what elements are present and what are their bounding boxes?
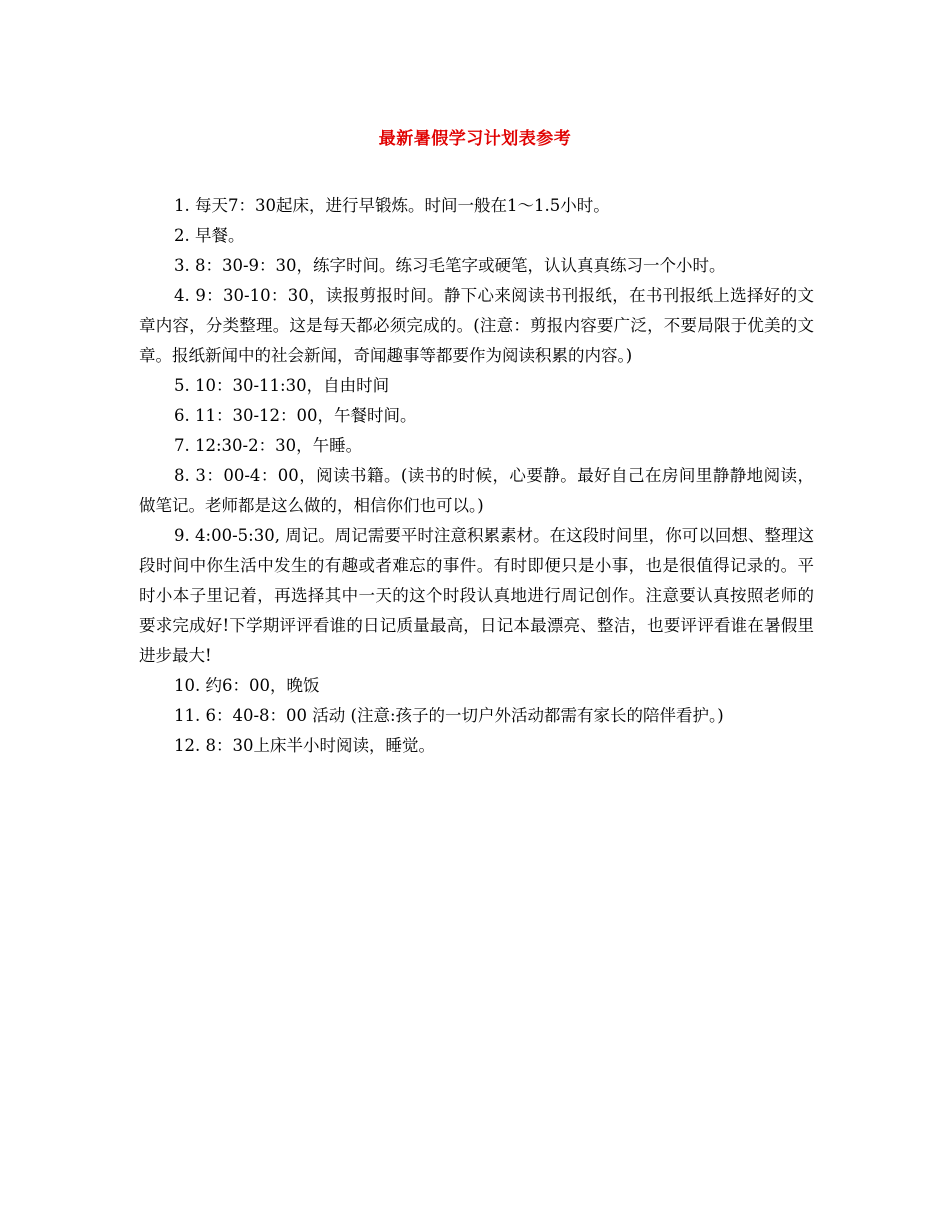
list-item: 1. 每天7：30起床，进行早锻炼。时间一般在1～1.5小时。 — [174, 196, 610, 215]
list-item: 12. 8：30上床半小时阅读，睡觉。 — [174, 736, 435, 755]
list-item: 4. 9：30-10：30，读报剪报时间。静下心来阅读书刊报纸，在书刊报纸上选择好的文章内容，分类整理。这是每天都必须完成的。(注意：剪报内容要广泛，不要局限于优美的文章。报纸新闻中的社会新闻，奇闻趣事等都要作为阅读积累的内容。) — [139, 286, 814, 365]
document-title: 最新暑假学习计划表参考 — [378, 129, 572, 149]
list-item: 5. 10：30-11:30，自由时间 — [174, 376, 390, 395]
list-item: 11. 6：40-8：00 活动 (注意:孩子的一切户外活动都需有家长的陪伴看护。) — [174, 706, 724, 725]
list-item: 3. 8：30-9：30，练字时间。练习毛笔字或硬笔，认认真真练习一个小时。 — [174, 256, 726, 275]
list-item: 6. 11：30-12：00，午餐时间。 — [174, 406, 417, 425]
list-item: 7. 12:30-2：30，午睡。 — [174, 436, 363, 455]
list-item: 2. 早餐。 — [174, 226, 245, 245]
document-body — [139, 191, 814, 761]
list-item: 8. 3：00-4：00，阅读书籍。(读书的时候，心要静。最好自己在房间里静静地阅读，做笔记。老师都是这么做的，相信你们也可以。) — [139, 466, 814, 515]
list-item: 10. 约6：00，晚饭 — [174, 676, 320, 695]
list-item: 9. 4:00-5:30, 周记。周记需要平时注意积累素材。在这段时间里，你可以回想、整理这段时间中你生活中发生的有趣或者难忘的事件。有时即便只是小事，也是很值得记录的。平时小本子里记着，再选择其中一天的这个时段认真地进行周记创作。注意要认真按照老师的要求完成好!下学期评评看谁的日记质量最高，日记本最漂亮、整洁，也要评评看谁在暑假里进步最大! — [139, 526, 814, 665]
